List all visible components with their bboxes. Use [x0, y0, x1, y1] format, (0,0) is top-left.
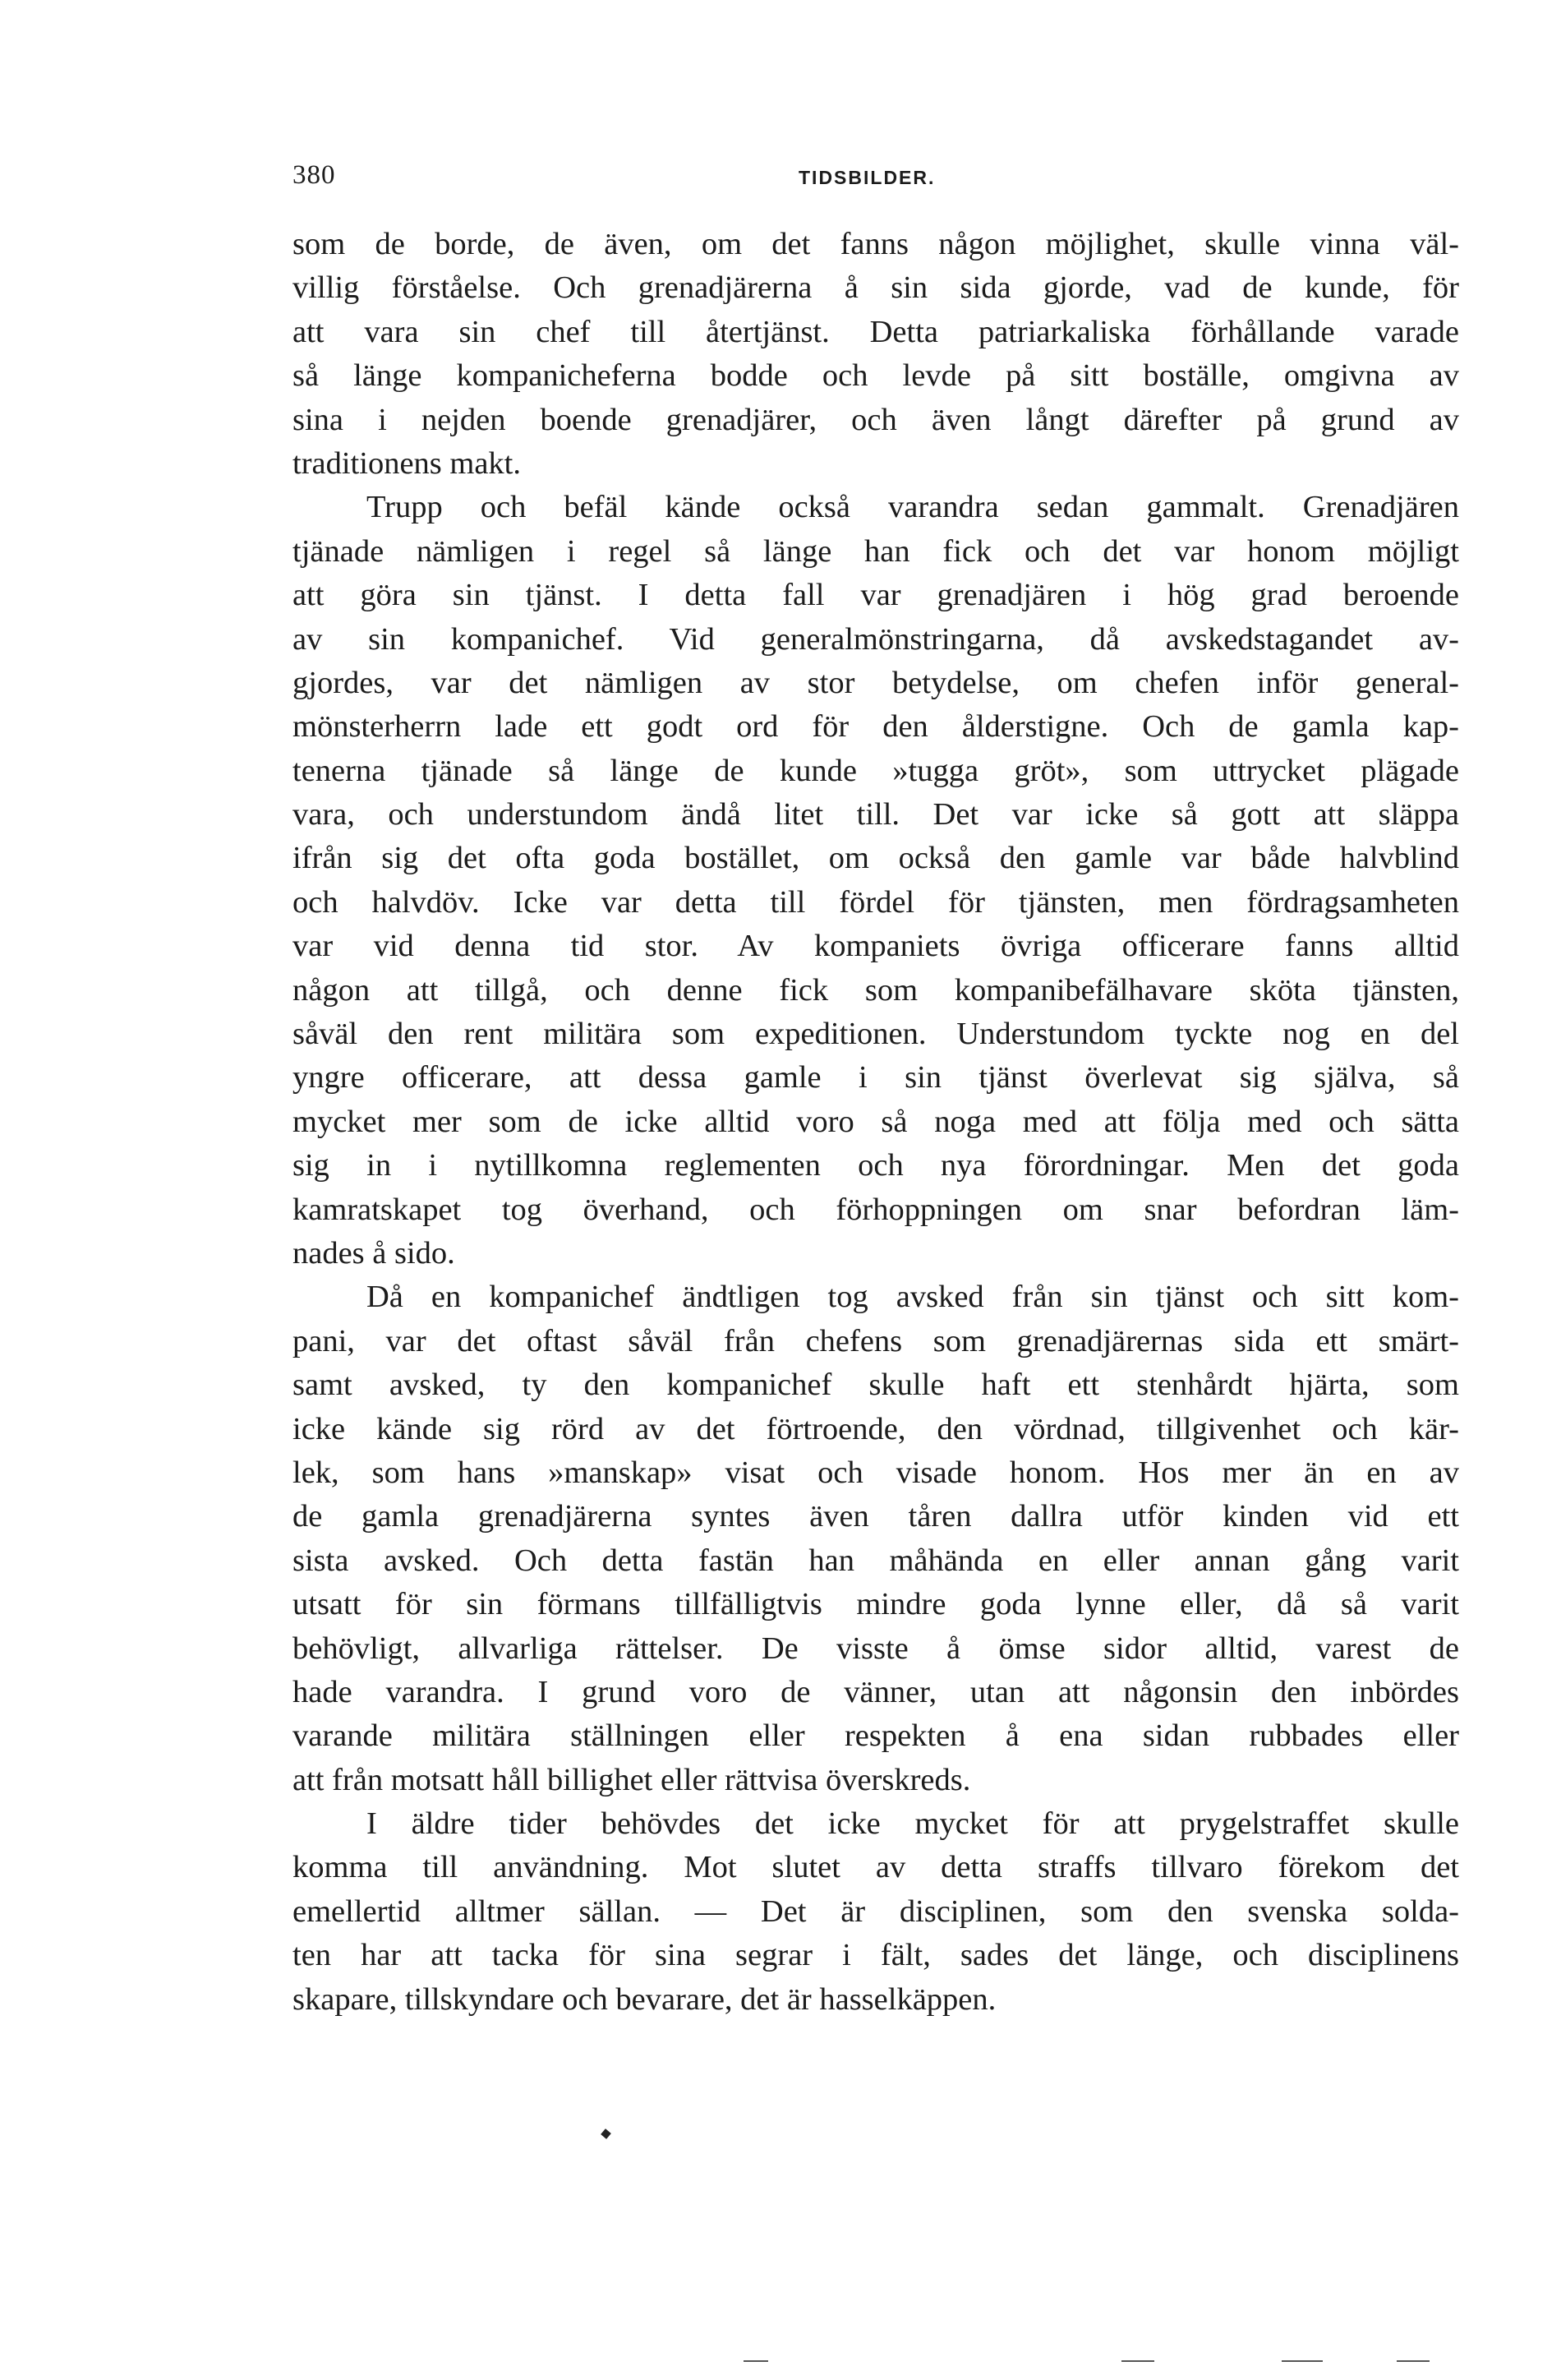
scan-edge-mark [1397, 2360, 1430, 2362]
text-line: Trupp och befäl kände också varandra sedan gammalt. Grenadjären [366, 490, 1459, 525]
text-line: vara, och understundom ändå litet till. Det var icke så gott att släppa [292, 797, 1459, 833]
text-line: kamratskapet tog överhand, och förhoppningen om snar befordran läm- [292, 1192, 1459, 1227]
text-line: varande militära ställningen eller respekten å ena sidan rubbades eller [292, 1718, 1459, 1754]
text-line: lek, som hans »manskap» visat och visade honom. Hos mer än en av [292, 1455, 1459, 1490]
text-line: utsatt för sin förmans tillfälligtvis mindre goda lynne eller, då så varit [292, 1587, 1459, 1622]
text-line: I äldre tider behövdes det icke mycket för att prygelstraffet skulle [366, 1806, 1459, 1842]
scan-edge-mark [1121, 2360, 1154, 2362]
text-line: de gamla grenadjärerna syntes även tåren dallra utför kinden vid ett [292, 1499, 1459, 1534]
page-number: 380 [292, 160, 336, 190]
text-line: någon att tillgå, och denne fick som kompanibefälhavare sköta tjänsten, [292, 972, 1459, 1008]
text-line: behövligt, allvarliga rättelser. De visste å ömse sidor alltid, varest de [292, 1630, 1459, 1666]
text-line: sista avsked. Och detta fastän han måhända en eller annan gång varit [292, 1543, 1459, 1578]
text-line: och halvdöv. Icke var detta till fördel för tjänsten, men fördragsamheten [292, 884, 1459, 920]
page-header [292, 160, 1459, 193]
text-line: som de borde, de även, om det fanns någon möjlighet, skulle vinna väl- [292, 227, 1459, 261]
text-line: tenerna tjänade så länge de kunde »tugga gröt», som uttrycket plägade [292, 753, 1459, 788]
text-line: icke kände sig rörd av det förtroende, den vördnad, tillgivenhet och kär- [292, 1411, 1459, 1446]
text-line: samt avsked, ty den kompanichef skulle haft ett stenhårdt hjärta, som [292, 1368, 1459, 1403]
text-line: komma till användning. Mot slutet av detta straffs tillvaro förekom det [292, 1850, 1459, 1885]
text-line: hade varandra. I grund voro de vänner, utan att någonsin den inbördes [292, 1674, 1459, 1709]
scan-edge-mark [744, 2360, 768, 2362]
text-line: nades å sido. [292, 1235, 455, 1271]
text-line: var vid denna tid stor. Av kompaniets övriga officerare fanns alltid [292, 929, 1459, 964]
ink-speck [601, 2129, 611, 2139]
text-line: pani, var det oftast såväl från chefens som grenadjärernas sida ett smärt- [292, 1323, 1459, 1358]
text-line: att göra sin tjänst. I detta fall var grenadjären i hög grad beroende [292, 578, 1459, 613]
text-line: villig förståelse. Och grenadjärerna å sin sida gjorde, vad de kunde, för [292, 270, 1459, 306]
text-line: sina i nejden boende grenadjärer, och även långt därefter på grund av [292, 402, 1459, 437]
text-line: mönsterherrn lade ett godt ord för den ålderstigne. Och de gamla kap- [292, 709, 1459, 745]
text-line: skapare, tillskyndare och bevarare, det är hasselkäppen. [292, 1981, 997, 2017]
text-line: Då en kompanichef ändtligen tog avsked från sin tjänst och sitt kom- [366, 1280, 1459, 1315]
text-line: av sin kompanichef. Vid generalmönstringarna, då avskedstagandet av- [292, 621, 1459, 657]
text-line: gjordes, var det nämligen av stor betydelse, om chefen inför general- [292, 665, 1459, 700]
text-line: att vara sin chef till återtjänst. Detta patriarkaliska förhållande varade [292, 314, 1459, 349]
text-line: mycket mer som de icke alltid voro så noga med att följa med och sätta [292, 1104, 1459, 1139]
running-title: TIDSBILDER. [799, 167, 936, 188]
text-line: sig in i nytillkomna reglementen och nya förordningar. Men det goda [292, 1148, 1459, 1183]
text-line: ten har att tacka för sina segrar i fält, sades det länge, och disciplinens [292, 1938, 1459, 1973]
scan-edge-mark [1282, 2360, 1323, 2362]
text-line: så länge kompanicheferna bodde och levde på sitt boställe, omgivna av [292, 358, 1459, 394]
text-line: emellertid alltmer sällan. — Det är disciplinen, som den svenska solda- [292, 1893, 1459, 1929]
body-text [292, 223, 1459, 2022]
text-line: traditionens makt. [292, 445, 521, 481]
text-line: såväl den rent militära som expeditionen. Understundom tyckte nog en del [292, 1017, 1459, 1052]
text-line: yngre officerare, att dessa gamle i sin tjänst överlevat sig själva, så [292, 1060, 1459, 1095]
text-line: att från motsatt håll billighet eller rättvisa överskreds. [292, 1762, 971, 1797]
text-line: tjänade nämligen i regel så länge han fick och det var honom möjligt [292, 533, 1459, 569]
text-line: ifrån sig det ofta goda bostället, om också den gamle var både halvblind [292, 841, 1459, 876]
